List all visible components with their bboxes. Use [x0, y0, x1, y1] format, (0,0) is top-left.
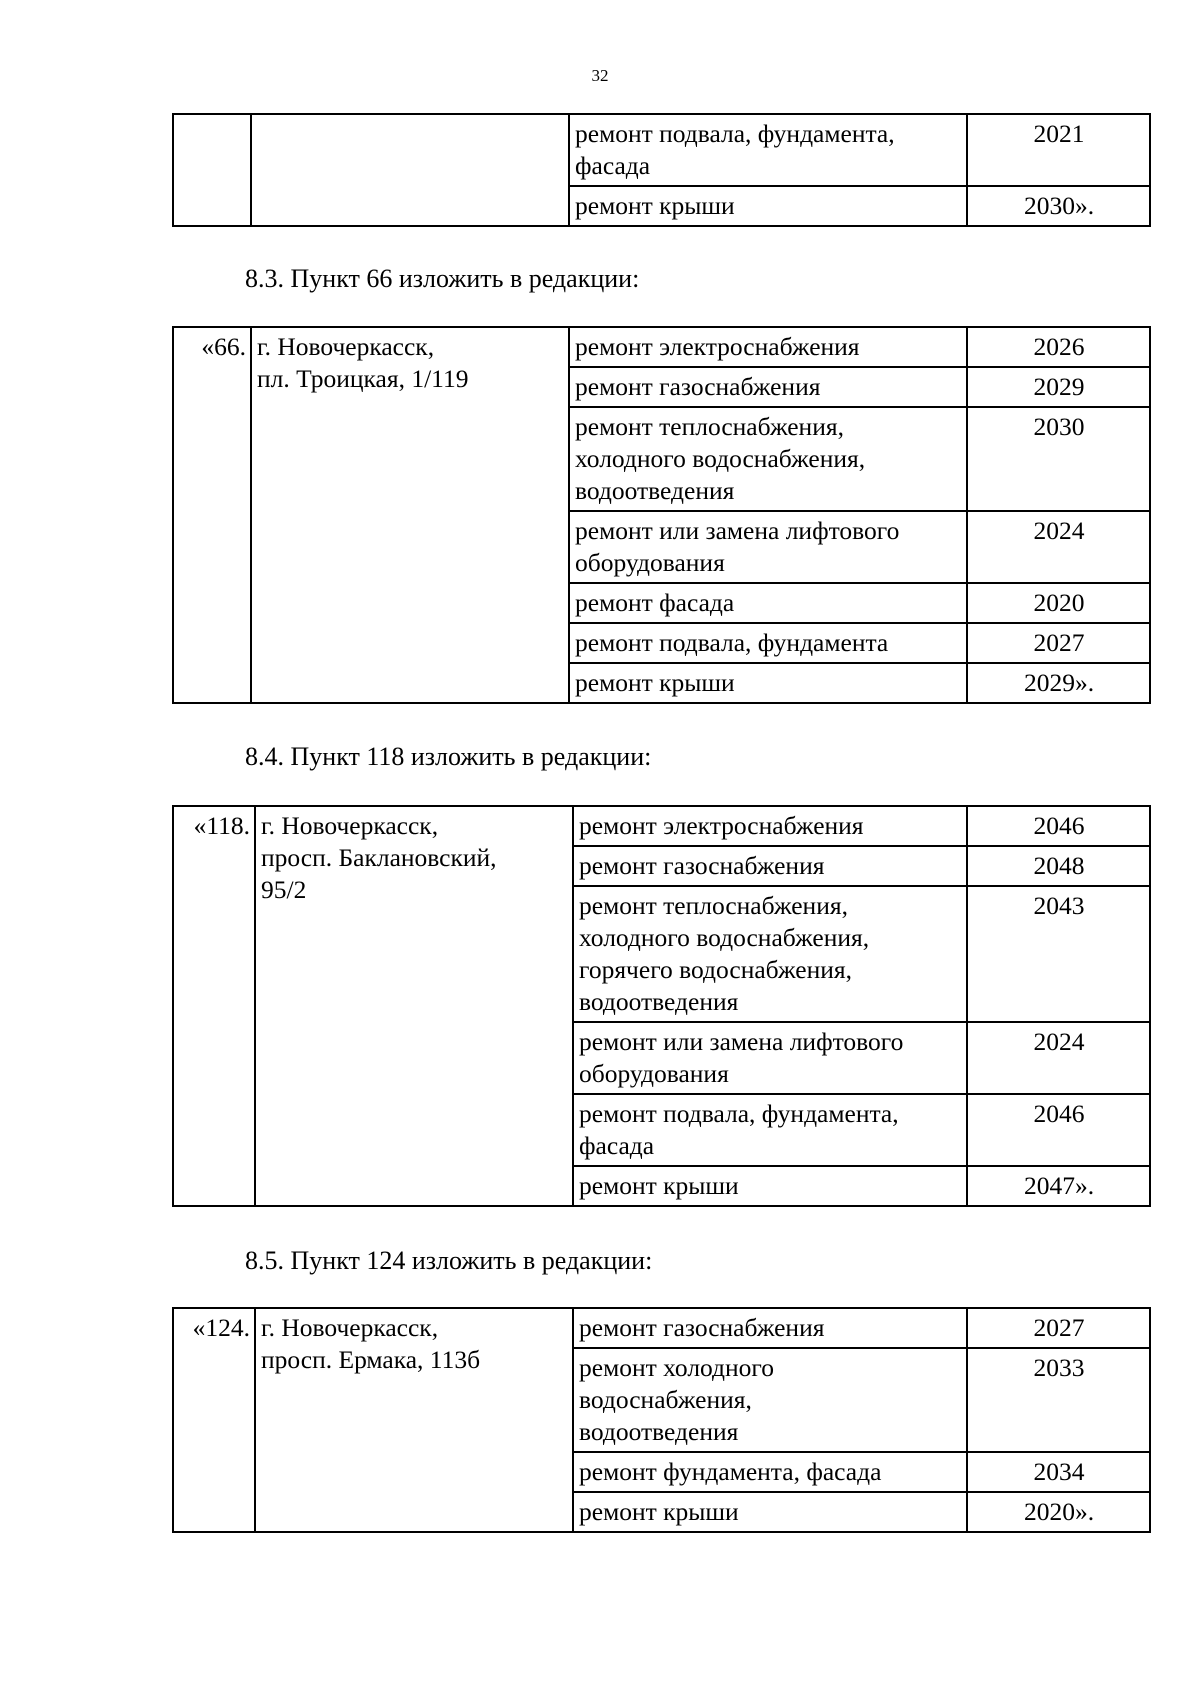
item-124-table [172, 1307, 1151, 1533]
work-cell: ремонт газоснабжения [569, 367, 967, 407]
year-cell: 2034 [967, 1452, 1150, 1492]
year-cell: 2030 [967, 407, 1150, 511]
work-cell: ремонт или замена лифтового оборудования [573, 1022, 967, 1094]
work-cell: ремонт подвала, фундамента, фасада [569, 114, 967, 186]
work-cell: ремонт крыши [573, 1492, 967, 1532]
work-cell: ремонт подвала, фундамента, фасада [573, 1094, 967, 1166]
section-heading-8-4: 8.4. Пункт 118 изложить в редакции: [245, 742, 652, 771]
work-cell: ремонт крыши [573, 1166, 967, 1206]
work-cell: ремонт подвала, фундамента [569, 623, 967, 663]
address-cell: г. Новочеркасск, просп. Ермака, 113б [255, 1308, 573, 1532]
table-row [173, 327, 1150, 367]
table-row [173, 806, 1150, 846]
item-number-cell: «66. [173, 327, 251, 703]
year-cell: 2026 [967, 327, 1150, 367]
address-cell [251, 114, 569, 226]
year-cell: 2020 [967, 583, 1150, 623]
work-cell: ремонт теплоснабжения, холодного водоснабжения, горячего водоснабжения, водоотведения [573, 886, 967, 1022]
item-118-table [172, 805, 1151, 1207]
year-cell: 2033 [967, 1348, 1150, 1452]
year-cell: 2048 [967, 846, 1150, 886]
work-cell: ремонт газоснабжения [573, 846, 967, 886]
item-66-table [172, 326, 1151, 704]
year-cell: 2043 [967, 886, 1150, 1022]
year-cell: 2027 [967, 623, 1150, 663]
work-cell: ремонт электроснабжения [569, 327, 967, 367]
work-cell: ремонт крыши [569, 663, 967, 703]
work-cell: ремонт электроснабжения [573, 806, 967, 846]
continuation-table [172, 113, 1151, 227]
section-heading-8-3: 8.3. Пункт 66 изложить в редакции: [245, 264, 640, 293]
work-cell: ремонт фасада [569, 583, 967, 623]
page-number: 32 [591, 66, 609, 85]
work-cell: ремонт фундамента, фасада [573, 1452, 967, 1492]
year-cell: 2030». [967, 186, 1150, 226]
work-cell: ремонт газоснабжения [573, 1308, 967, 1348]
year-cell: 2024 [967, 1022, 1150, 1094]
year-cell: 2047». [967, 1166, 1150, 1206]
year-cell: 2027 [967, 1308, 1150, 1348]
address-cell: г. Новочеркасск, пл. Троицкая, 1/119 [251, 327, 569, 703]
year-cell: 2021 [967, 114, 1150, 186]
year-cell: 2020». [967, 1492, 1150, 1532]
table-row [173, 114, 1150, 186]
item-number-cell [173, 114, 251, 226]
item-number-cell: «124. [173, 1308, 255, 1532]
work-cell: ремонт крыши [569, 186, 967, 226]
year-cell: 2024 [967, 511, 1150, 583]
address-cell: г. Новочеркасск, просп. Баклановский, 95/2 [255, 806, 573, 1206]
table-row [173, 1308, 1150, 1348]
year-cell: 2029 [967, 367, 1150, 407]
item-number-cell: «118. [173, 806, 255, 1206]
work-cell: ремонт теплоснабжения, холодного водоснабжения, водоотведения [569, 407, 967, 511]
work-cell: ремонт или замена лифтового оборудования [569, 511, 967, 583]
section-heading-8-5: 8.5. Пункт 124 изложить в редакции: [245, 1246, 653, 1275]
year-cell: 2046 [967, 806, 1150, 846]
year-cell: 2029». [967, 663, 1150, 703]
work-cell: ремонт холодного водоснабжения, водоотведения [573, 1348, 967, 1452]
year-cell: 2046 [967, 1094, 1150, 1166]
